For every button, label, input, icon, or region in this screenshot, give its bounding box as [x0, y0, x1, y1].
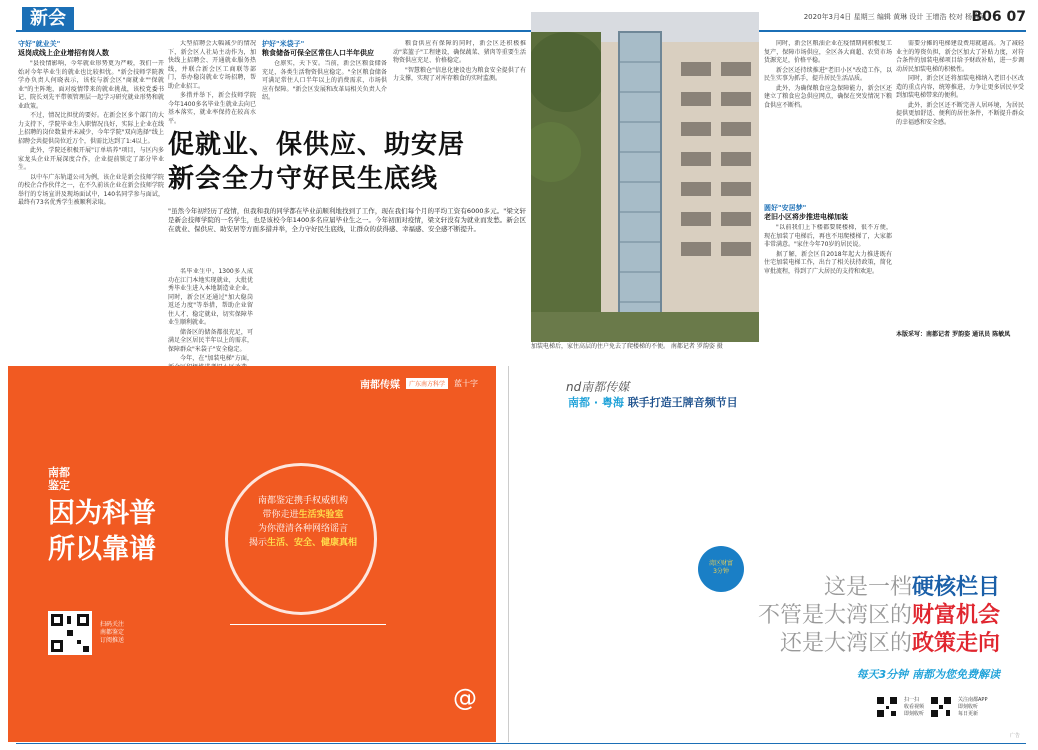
column-4 — [393, 40, 526, 124]
ad-divider — [508, 366, 509, 742]
ad2-brand: nd南都传媒 — [566, 380, 630, 394]
column-housing — [764, 40, 892, 360]
slogan-line: 因为科普 — [48, 498, 156, 529]
brand-nandu: 南都传媒 — [359, 380, 400, 391]
at-icon: @ — [453, 684, 477, 712]
paragraph: "智慧粮仓"信息化建设也为粮食安全提供了有力支撑，实现了对库存粮食的实时监测。 — [393, 66, 526, 82]
center-line: 为你澄清各种网络谣言 — [257, 524, 348, 534]
qr-caption: 关注南都APP 即刻收听 每日更新 — [958, 696, 988, 717]
center-line: 南都鉴定携手权威机构 — [257, 496, 348, 506]
subhead-food: 粮食储备可保全区常住人口半年供应 — [262, 49, 374, 57]
building-photo-illustration — [531, 12, 759, 342]
ad2-slogan — [758, 574, 1000, 658]
footer-rule — [16, 743, 1026, 744]
subhead-employment: 返岗成线上企业增招有岗人数 — [18, 49, 109, 57]
building-photo — [531, 12, 759, 342]
article-text — [168, 40, 256, 124]
center-text: 带你走进 — [262, 510, 299, 520]
slogan-line-1 — [758, 574, 1000, 602]
paragraph: 以中车广东轨道公司为例，该企业是新会技师学院的校企合作伙伴之一，在不久前该企业在新会技师学院举行的专场宣讲及现场面试中，140名同学参与面试，最终有73名优秀学生被顺利录取。 — [18, 173, 164, 206]
paragraph: 不过，情况比担忧的要好。在新会区多个部门的大力支持下，学院毕业生入职情况良好，实际上企业在线上招聘的岗位数量并未减少，今年学院"双向选择"线上招聘会共提供岗位近万个，供需比达到了1:4以上。 — [18, 112, 164, 145]
brand-bluecross: 蓝十字 — [454, 379, 478, 388]
center-text: 揭示 — [248, 538, 267, 548]
qr-caption: 扫一扫 收看视频 即刻收听 — [904, 696, 925, 717]
article-text — [764, 40, 892, 200]
ruler-decoration — [230, 624, 386, 634]
article-text — [764, 224, 892, 349]
qr-code[interactable] — [876, 696, 898, 718]
qr-code[interactable] — [48, 611, 92, 655]
paragraph: "以前我们上下楼都要爬楼梯，很不方便，现在加装了电梯后，再也不用爬楼梯了，大家都非常满意。"家住今年70岁的居民说。 — [764, 224, 892, 248]
paragraph: 粮食供应有保障的同时，新会区还积极推动"菜篮子"工程建设，确保蔬菜、猪肉等重要生活物资供应充足、价格稳定。 — [393, 40, 526, 64]
center-highlight: 生活实验室 — [298, 510, 344, 520]
kicker-housing: 圆好"安居梦" — [764, 204, 807, 212]
qr-code-icon — [930, 696, 952, 718]
slogan-text: 还是大湾区的 — [779, 631, 912, 656]
column-right-2 — [896, 40, 1024, 360]
paragraph: 此外，为确保粮食应急保障能力，新会区还建立了粮食应急供应网点，确保在突发情况下粮食供应不断档。 — [764, 84, 892, 109]
article-text — [18, 60, 164, 355]
paragraph: 此外，新会区还不断完善人居环境，为居民提供更加舒适、便利的居住条件，不断提升群众的幸福感和安全感。 — [896, 101, 1024, 126]
paragraph: 新会区还持续推进"老旧小区"改造工作，以民生实事为抓手，提升居民生活品质。 — [764, 66, 892, 82]
kicker-food: 护好"米袋子" — [262, 40, 305, 48]
ad1-brand — [360, 376, 478, 391]
paragraph: 需要分摊的电梯建设费用就越高。为了减轻业主的筹资负担，新会区加大了补贴力度，对符合条件的加装电梯项目给予财政补贴，进一步调动居民加装电梯的积极性。 — [896, 40, 1024, 73]
slogan-red: 财富机会 — [911, 603, 1000, 628]
qr-caption: 扫码关注 南都鉴定 订阅推送 — [100, 621, 125, 644]
paragraph: 仓廪实，天下安。当前，新会区粮食储备充足，各类生活物资供应稳定。"全区粮食储备可满足常住人口半年以上的消费需求，市场供应有保障。"新会区发展和改革局相关负责人介绍。 — [262, 60, 387, 101]
paragraph: 同时，新会区还将加装电梯纳入老旧小区改造的重点内容，统筹推进，力争让更多居民享受到加装电梯带来的便利。 — [896, 75, 1024, 99]
ad1-slogan — [48, 496, 156, 568]
article-text — [896, 40, 1024, 330]
center-line — [217, 508, 389, 522]
article-text — [262, 60, 387, 122]
qr-code-icon — [48, 611, 92, 655]
headline-line-1: 促就业、保供应、助安居 — [168, 130, 466, 160]
page-number: B06 07 — [971, 9, 1026, 25]
slogan-line-3 — [758, 630, 1000, 658]
masthead — [16, 6, 1026, 32]
column-employment — [18, 40, 164, 360]
ad2-subline: 每天3分钟 南都为您免费解读 — [856, 668, 1000, 681]
ad1-label: 南都 鉴定 — [48, 466, 70, 492]
issue-line: 2020年3月4日 星期三 编辑 黄琳 设计 王增浩 校对 杨洁菡 — [803, 13, 986, 21]
slogan-strong: 硬核栏目 — [911, 575, 1000, 600]
audio-show-ad — [546, 366, 1030, 742]
headline-line-2: 新会全力守好民生底线 — [168, 164, 439, 194]
slogan-line-2 — [758, 602, 1000, 630]
photo-caption: 加装电梯后，家住高层的住户免去了爬楼梯的不便。 南都记者 罗韵姿 摄 — [531, 343, 723, 350]
slogan-line: 所以靠谱 — [48, 534, 156, 565]
paragraph: 今年，在"加装电梯"方面， — [180, 355, 253, 362]
science-ad — [8, 366, 496, 742]
qr-code-icon — [876, 696, 898, 718]
paragraph: "县役情影响，今年就业形势更为严峻，我们一开始对今年毕业生的就业也比较担忧。"新会技师学院教学办负责人何晓表示，该校与新会区"商就业""保就业"的主阵地，面对疫情带来的就业挑战，该校党委书记、院长刘先平带领管理层一起学习研究就业形势和就业政策。 — [18, 60, 164, 110]
ad2-title-b: 联手打造王牌音频节目 — [627, 396, 738, 409]
show-badge: 湾区财富 3分钟 — [698, 546, 744, 592]
lower-article-text — [168, 268, 526, 362]
paragraph: 名毕业生中，1300多人成功在江门本地实现就业，大批优秀毕业生进入本地制造业企业。同时，新会区还通过"加大稳岗返还力度"等举措，帮助企业留住人才、稳定就业，切实保障毕业生顺利就业。 — [168, 268, 253, 326]
paragraph: 此外，学院还积极开展"订单培养"项目，与区内多家龙头企业开展深度合作，企业提前锁定了部分毕业生。 — [18, 147, 164, 171]
paragraph: 大型招聘会大幅减少的情况下，新会区人社局主动作为，加快线上招聘会、开通就业服务热线，并联合新会区工商联等部门，举办稳岗就业专场招聘，帮助企业招工。 — [168, 40, 256, 90]
slogan-red: 政策走向 — [911, 631, 1000, 656]
ad-tag: 广告 — [1009, 733, 1020, 739]
ad2-title-a: 南都 · 粤海 — [568, 396, 624, 409]
subhead-housing: 老旧小区将步推进电梯加装 — [764, 213, 848, 221]
center-highlight: 生活、安全、健康真相 — [267, 538, 358, 548]
article-text — [393, 40, 526, 124]
lead-paragraph: "虽然今年初经历了疫情，但我和我的同学都在毕业前顺利地找到了工作，现在我们每个月的平均工资有6000多元。"梁文轩是新会技师学院的一名学生，也是该校今年1400多名应届毕业生之一。今年初面对疫情，梁文轩没有为就业而发愁。新会区在就业、保供应、助安居等方面多措并举，全力守好民生底线，让群众的获得感、幸福感、安全感不断提升。 — [168, 207, 526, 233]
ad1-center-text — [217, 494, 389, 550]
brand-science: 广东南方科学 — [406, 378, 448, 389]
ad2-title — [568, 394, 738, 410]
paragraph: 储备区的储备都很充足，可满足全区居民半年以上的需求，保障群众"米袋子"安全稳定。 — [168, 328, 253, 353]
kicker-employment: 守好"就业关" — [18, 40, 61, 48]
column-2 — [168, 40, 256, 124]
byline: 本版采写：南都记者 罗韵姿 通讯员 陈敏凤 — [896, 331, 1011, 338]
qr-code[interactable] — [930, 696, 952, 718]
column-food — [262, 40, 387, 124]
paragraph: 同时，新会区粮油企业在疫情期间积极复工复产，保障市场供应，全区各大商超、农贸市场货源充足，价格平稳。 — [764, 40, 892, 64]
section-tag: 新会 — [22, 7, 74, 31]
ad2-footer — [876, 696, 987, 718]
slogan-text: 这是一档 — [823, 575, 912, 600]
headline-block — [168, 128, 526, 204]
paragraph: 多措并举下，新会技师学院今年1400多名毕业生就业去向已基本落实，就业率保持在较高水平。 — [168, 92, 256, 124]
slogan-text: 不管是大湾区的 — [757, 603, 912, 628]
center-line — [217, 536, 389, 550]
paragraph: 据了解，新会区自2018年起大力推进既有住宅加装电梯工作，出台了相关扶持政策，简化审批流程，得到了广大居民的支持和欢迎。 — [764, 250, 892, 275]
